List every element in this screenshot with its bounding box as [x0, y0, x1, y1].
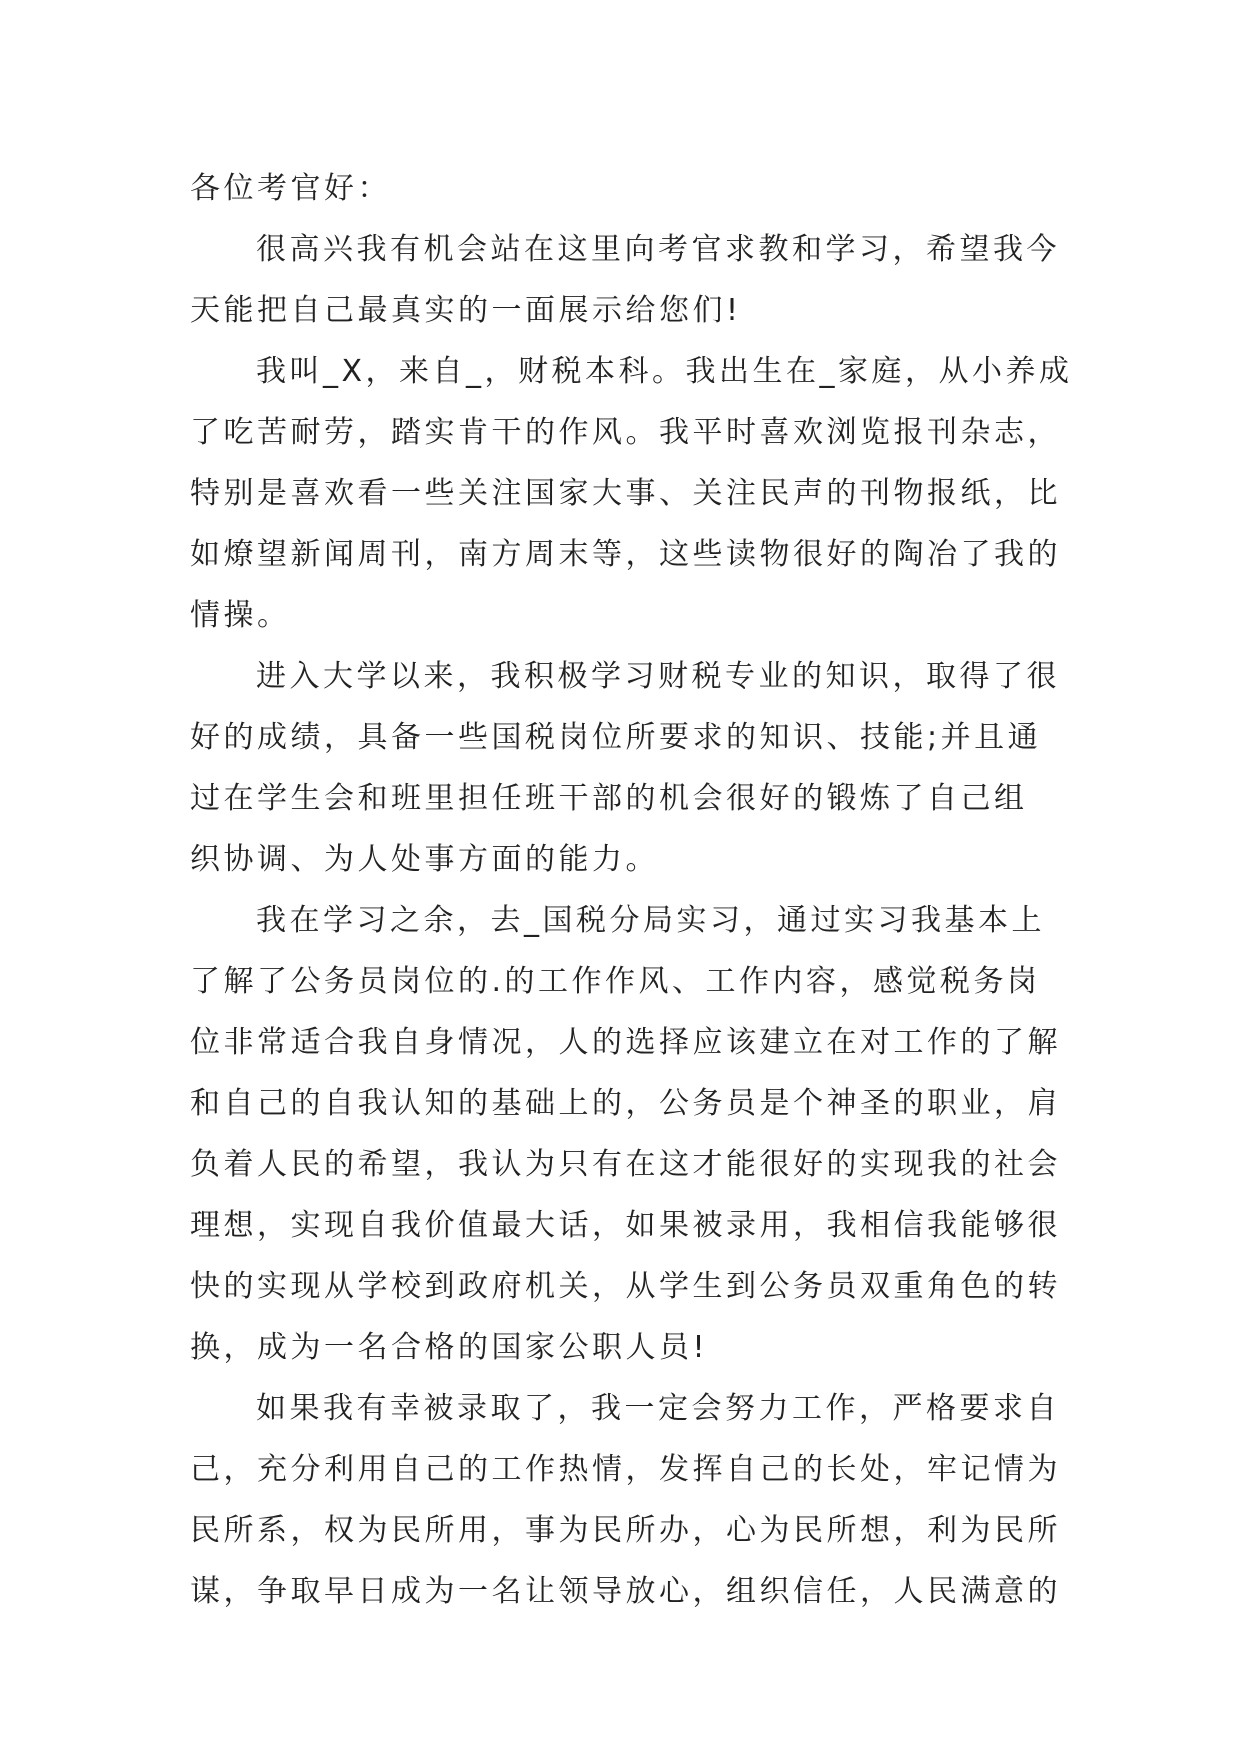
greeting-line: 各位考官好：: [190, 171, 391, 206]
paragraph-2-line-4: 如燎望新闻周刊，南方周末等，这些读物很好的陶冶了我的: [190, 537, 1061, 572]
paragraph-2-line-2: 了吃苦耐劳，踏实肯干的作风。我平时喜欢浏览报刊杂志，: [190, 415, 1061, 450]
paragraph-5-line-1: 如果我有幸被录取了，我一定会努力工作，严格要求自: [256, 1391, 1060, 1426]
paragraph-1-line-1: 很高兴我有机会站在这里向考官求教和学习，希望我今: [256, 232, 1060, 267]
paragraph-2-line-5: 情操。: [190, 598, 291, 633]
paragraph-5-line-2: 己，充分利用自己的工作热情，发挥自己的长处，牢记情为: [190, 1452, 1061, 1487]
paragraph-4-line-8: 换，成为一名合格的国家公职人员!: [190, 1330, 709, 1365]
paragraph-3-line-3: 过在学生会和班里担任班干部的机会很好的锻炼了自己组: [190, 781, 1028, 816]
paragraph-2-line-1: 我叫_X，来自_，财税本科。我出生在_家庭，从小养成: [256, 354, 1073, 389]
paragraph-3-line-2: 好的成绩，具备一些国税岗位所要求的知识、技能;并且通: [190, 720, 1042, 755]
paragraph-5-line-3: 民所系，权为民所用，事为民所办，心为民所想，利为民所: [190, 1513, 1061, 1548]
paragraph-4-line-4: 和自己的自我认知的基础上的，公务员是个神圣的职业，肩: [190, 1086, 1061, 1121]
paragraph-1-line-2: 天能把自己最真实的一面展示给您们!: [190, 293, 742, 328]
paragraph-4-line-7: 快的实现从学校到政府机关，从学生到公务员双重角色的转: [190, 1269, 1061, 1304]
paragraph-4-line-2: 了解了公务员岗位的.的工作作风、工作内容，感觉税务岗: [190, 964, 1041, 999]
paragraph-4-line-3: 位非常适合我自身情况，人的选择应该建立在对工作的了解: [190, 1025, 1061, 1060]
paragraph-5-line-4: 谋，争取早日成为一名让领导放心，组织信任，人民满意的: [190, 1574, 1061, 1609]
document-body: [190, 158, 1073, 1622]
paragraph-4-line-6: 理想，实现自我价值最大话，如果被录用，我相信我能够很: [190, 1208, 1061, 1243]
paragraph-3-line-1: 进入大学以来，我积极学习财税专业的知识，取得了很: [256, 659, 1060, 694]
paragraph-4-line-1: 我在学习之余，去_国税分局实习，通过实习我基本上: [256, 903, 1045, 938]
paragraph-4-line-5: 负着人民的希望，我认为只有在这才能很好的实现我的社会: [190, 1147, 1061, 1182]
paragraph-2-line-3: 特别是喜欢看一些关注国家大事、关注民声的刊物报纸，比: [190, 476, 1061, 511]
paragraph-3-line-4: 织协调、为人处事方面的能力。: [190, 842, 659, 877]
